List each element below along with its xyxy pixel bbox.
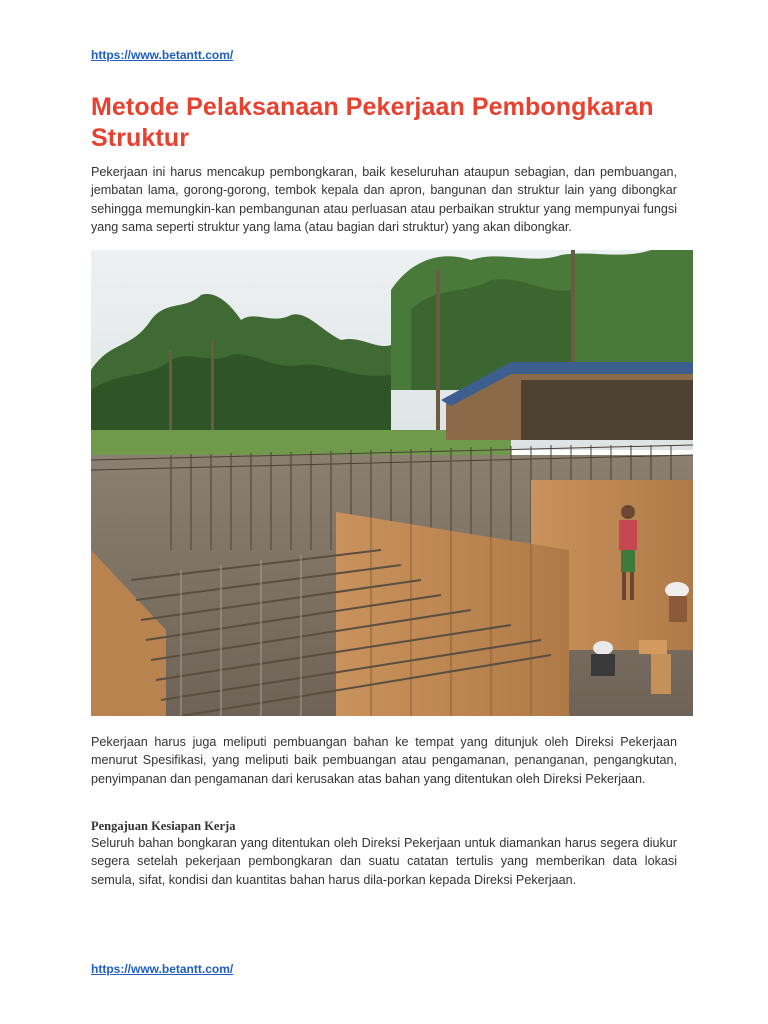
disposal-paragraph: Pekerjaan harus juga meliputi pembuangan bahan ke tempat yang ditunjuk oleh Direksi Pekerjaan menurut Spesifikasi, yang meliputi baik pembuangan atau pengamanan, penanganan, pengangkutan, penyimpanan dan pengamanan dari kerusakan atas bahan yang ditentukan oleh Direksi Pekerjaan. [91, 735, 677, 786]
footer-link[interactable]: https://www.betantt.com/ [91, 962, 234, 976]
section-heading: Pengajuan Kesiapan Kerja [91, 819, 236, 833]
page-title: Metode Pelaksanaan Pekerjaan Pembongkaran Struktur [91, 93, 654, 152]
readiness-paragraph: Seluruh bahan bongkaran yang ditentukan oleh Direksi Pekerjaan untuk diamankan harus segera diukur segera setelah pekerjaan pembongkaran dan suatu catatan tertulis yang memberikan data lokasi semula, sifat, kondisi dan kuantitas bahan harus dila-porkan kepada Direksi Pekerjaan. [91, 836, 677, 887]
intro-paragraph: Pekerjaan ini harus mencakup pembongkaran, baik keseluruhan ataupun sebagian, dan pembuangan, jembatan lama, gorong-gorong, tembok kepala dan apron, bangunan dan struktur lain yang dibongkar sehingga memungkin-kan pembangunan atau perluasan atau perbaikan struktur yang mempunyai fungsi yang sama seperti struktur yang lama (atau bagian dari struktur) yang akan dibongkar. [91, 165, 677, 235]
header-link[interactable]: https://www.betantt.com/ [91, 48, 234, 62]
construction-site-photo [91, 250, 693, 716]
